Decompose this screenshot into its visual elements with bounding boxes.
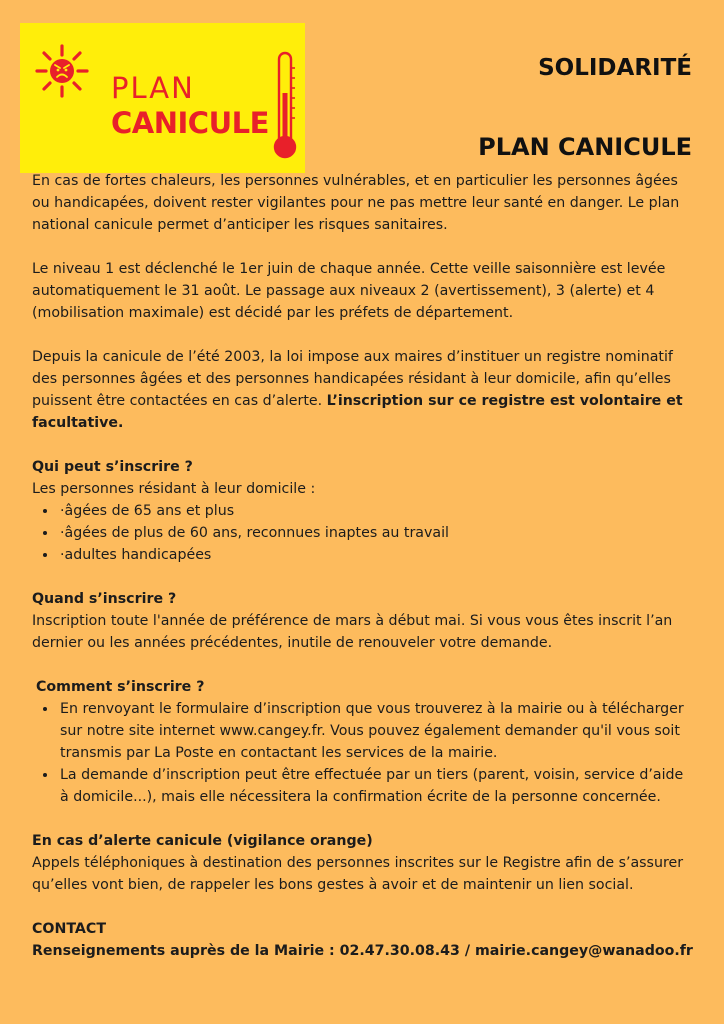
- list-item: • ·âgées de plus de 60 ans, reconnues inaptes au travail: [58, 522, 696, 544]
- list-item: • La demande d’inscription peut être effectuée par un tiers (parent, voisin, service d’aide à domicile...), mais elle nécessitera la confirmation écrite de la personne concernée.: [58, 764, 696, 808]
- thermometer-icon: [275, 53, 295, 157]
- angry-sun-icon: [37, 46, 87, 96]
- intro-paragraph-3-bold: L’inscription sur ce registre est volontaire et facultative.: [32, 393, 683, 431]
- alerte-text: Appels téléphoniques à destination des personnes inscrites sur le Registre afin de s’assurer qu’elles vont bien, de rappeler les bons gestes à avoir et de maintenir un lien social.: [32, 855, 684, 893]
- contact-title: CONTACT: [32, 921, 106, 937]
- intro-paragraph-2: Le niveau 1 est déclenché le 1er juin de chaque année. Cette veille saisonnière est levée automatiquement le 31 août. Le passage aux niveaux 2 (avertissement), 3 (alerte) et 4 (mobilisation maximale) est décidé par les préfets de département.: [32, 261, 666, 321]
- section-heading: SOLIDARITÉ: [538, 55, 692, 81]
- page-title: PLAN CANICULE: [478, 133, 692, 161]
- qui-lead: Les personnes résidant à leur domicile :: [32, 481, 316, 497]
- logo-canicule-text: CANICULE: [111, 106, 269, 140]
- alerte-title: En cas d’alerte canicule (vigilance orange): [32, 833, 373, 849]
- list-item: • En renvoyant le formulaire d’inscription que vous trouverez à la mairie ou à télécharger sur notre site internet www.cangey.fr. Vous pouvez également demander qu'il vous soit transmis par La Poste en contactant les services de la mairie.: [58, 698, 696, 764]
- quand-text: Inscription toute l'année de préférence de mars à début mai. Si vous vous êtes inscrit l’an dernier ou les années précédentes, inutile de renouveler votre demande.: [32, 613, 673, 651]
- document-body: [32, 170, 696, 962]
- comment-title: Comment s’inscrire ?: [36, 679, 205, 695]
- comment-list: [32, 698, 696, 808]
- intro-paragraph-3-text: Depuis la canicule de l’été 2003, la loi impose aux maires d’instituer un registre nominatif des personnes âgées et des personnes handicapées résidant à leur domicile, afin qu’elles puissent être contactées en cas d’alerte.: [32, 349, 673, 409]
- intro-paragraph-3: [32, 346, 696, 434]
- contact-text: Renseignements auprès de la Mairie : 02.47.30.08.43 / mairie.cangey@wanadoo.fr: [32, 943, 693, 959]
- quand-title: Quand s’inscrire ?: [32, 591, 177, 607]
- plan-canicule-logo: [20, 23, 305, 173]
- qui-list: [32, 500, 696, 566]
- list-item: • ·âgées de 65 ans et plus: [58, 500, 696, 522]
- qui-title: Qui peut s’inscrire ?: [32, 459, 193, 475]
- list-item: • ·adultes handicapées: [58, 544, 696, 566]
- logo-plan-text: PLAN: [111, 71, 195, 105]
- intro-paragraph-1: En cas de fortes chaleurs, les personnes vulnérables, et en particulier les personnes âgées ou handicapées, doivent rester vigilantes pour ne pas mettre leur santé en danger. Le plan national canicule permet d’anticiper les risques sanitaires.: [32, 173, 680, 233]
